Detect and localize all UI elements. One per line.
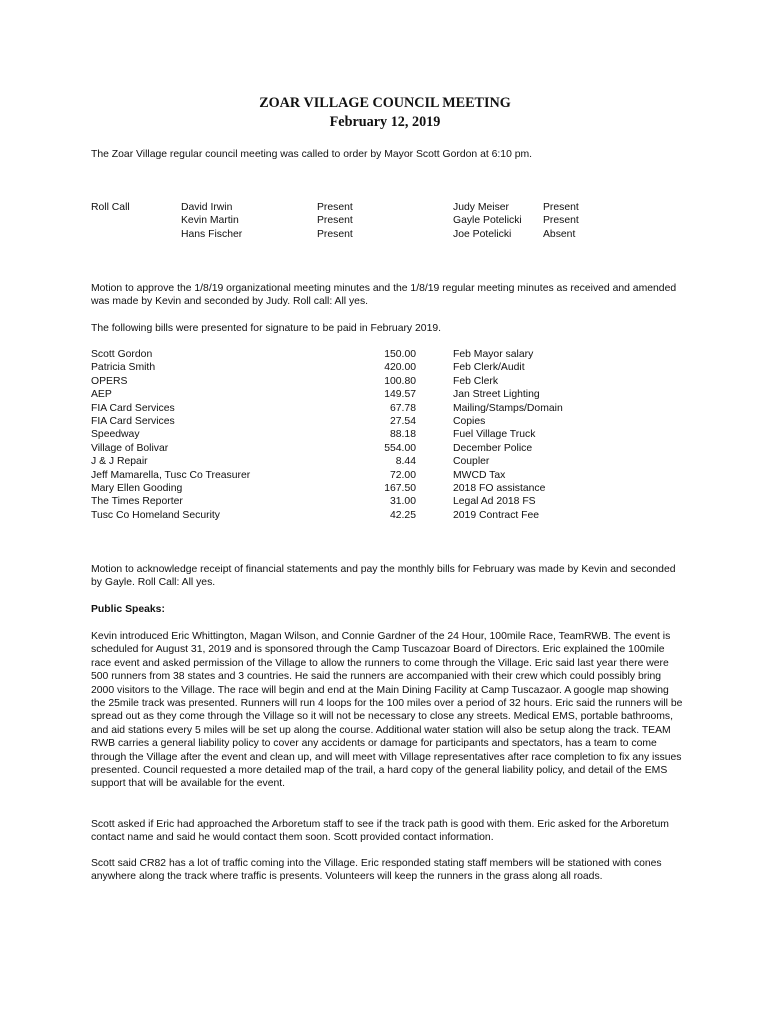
- public-speaks-paragraph: Kevin introduced Eric Whittington, Magan Wilson, and Connie Gardner of the 24 Hour, 100mile Race, TeamRWB. The event is scheduled for August 31, 2019 and is sponsored through the Camp Tuscazoar Board of Directors. Eric explained the 100mile race event and asked permission of the Village to allow the runners to come through the Village. Eric said last year there were 500 runners from 38 states and 3 countries. He said the runners are accompanied with their crew which could possibly bring 2000 visitors to the Village. The race will begin and end at the Main Dining Facility at Camp Tuscazaor. A google map showing the 25mile track was presented. Runners will run 4 loops for the 100 miles over a period of 32 hours. Eric said the runners will be spread out as they come through the Village so it will not be necessary to close any streets. Medical EMS, portable bathrooms, and aid stations every 5 miles will be set up along the course. Additional water station will also be setup along the track. TEAM RWB carries a general liability policy to cover any accidents or damage for participants and spectators, has a team to come through the Village after the event and clean up, and will meet with Village representatives after race completion to fix any issues presented. Council requested a more detailed map of the trail, a hard copy of the general liability policy, and detail of the EMS support that will be available for the event.: [91, 631, 683, 790]
- bill-memo: Legal Ad 2018 FS: [453, 496, 536, 508]
- roll-call-left-names: [181, 201, 242, 241]
- roll-call-name: Judy Meiser: [453, 202, 510, 213]
- bill-amount: 150.00: [384, 349, 416, 360]
- bills-payee-column: [91, 348, 250, 522]
- bill-amount: 149.57: [384, 389, 416, 401]
- bill-payee: Village of Bolivar: [91, 442, 169, 454]
- public-speaks-paragraph: Scott said CR82 has a lot of traffic coming into the Village. Eric responded stating staff members will be stationed with cones anywhere along the track where traffic is presents. Volunteers will keep the runners in the grass along all roads.: [91, 858, 662, 883]
- roll-call-name: Kevin Martin: [181, 215, 239, 227]
- bill-payee: FIA Card Services: [91, 415, 175, 427]
- roll-call-name: Hans Fischer: [181, 228, 243, 240]
- bill-memo: Copies: [453, 415, 486, 427]
- bill-memo: Fuel Village Truck: [453, 429, 536, 441]
- motion-minutes-paragraph: Motion to approve the 1/8/19 organizational meeting minutes and the 1/8/19 regular meeting minutes as received and amended was made by Kevin and seconded by Judy. Roll call: All yes.: [91, 283, 677, 308]
- bill-payee: Patricia Smith: [91, 362, 156, 374]
- roll-call-status: Present: [543, 215, 579, 227]
- bill-memo: Jan Street Lighting: [453, 389, 540, 401]
- bills-intro: The following bills were presented for signature to be paid in February 2019.: [91, 323, 442, 334]
- bills-amount-column: [350, 348, 416, 522]
- bill-amount: 31.00: [389, 496, 416, 508]
- bill-payee: Tusc Co Homeland Security: [91, 509, 220, 521]
- bill-payee: AEP: [91, 389, 112, 401]
- intro-paragraph: The Zoar Village regular council meeting was called to order by Mayor Scott Gordon at 6:10 pm.: [91, 149, 533, 160]
- document-title: ZOAR VILLAGE COUNCIL MEETING: [259, 95, 511, 111]
- bill-memo: Feb Mayor salary: [453, 349, 534, 360]
- roll-call-right-statuses: [543, 201, 579, 241]
- roll-call-right-names: [453, 201, 522, 241]
- bill-payee: OPERS: [91, 375, 128, 387]
- bill-memo: Feb Clerk: [453, 375, 499, 387]
- bill-amount: 67.78: [389, 402, 416, 414]
- public-speaks-paragraph: Scott asked if Eric had approached the Arboretum staff to see if the track path is good with them. Eric asked for the Arboretum contact name and said he would contact them soon. Scott provided contact information.: [91, 819, 669, 844]
- bill-memo: Mailing/Stamps/Domain: [453, 402, 563, 414]
- roll-call-name: Joe Potelicki: [453, 228, 512, 240]
- bill-payee: Jeff Mamarella, Tusc Co Treasurer: [91, 469, 251, 481]
- bill-amount: 554.00: [384, 442, 416, 454]
- bill-memo: 2018 FO assistance: [453, 482, 546, 494]
- bill-amount: 72.00: [389, 469, 416, 481]
- bill-payee: Scott Gordon: [91, 349, 153, 360]
- roll-call-name: David Irwin: [181, 202, 233, 213]
- roll-call-status: Present: [317, 215, 353, 227]
- roll-call-left-statuses: [317, 201, 353, 241]
- bill-amount: 27.54: [389, 415, 416, 427]
- bill-amount: 88.18: [389, 429, 416, 441]
- roll-call-name: Gayle Potelicki: [453, 215, 522, 227]
- bill-memo: MWCD Tax: [453, 469, 506, 481]
- roll-call-status: Present: [543, 202, 579, 213]
- roll-call-status: Present: [317, 202, 353, 213]
- bill-payee: FIA Card Services: [91, 402, 175, 414]
- bill-amount: 42.25: [389, 509, 416, 521]
- bill-amount: 167.50: [384, 482, 416, 494]
- roll-call-label: Roll Call: [91, 202, 130, 213]
- bill-amount: 8.44: [395, 456, 416, 468]
- public-speaks-heading: Public Speaks:: [91, 604, 165, 615]
- bill-memo: Feb Clerk/Audit: [453, 362, 525, 374]
- roll-call-status: Absent: [543, 228, 576, 240]
- bill-payee: Speedway: [91, 429, 140, 441]
- roll-call-status: Present: [317, 228, 353, 240]
- bills-memo-column: [453, 348, 563, 522]
- bill-amount: 420.00: [384, 362, 416, 374]
- bill-payee: Mary Ellen Gooding: [91, 482, 183, 494]
- bill-memo: 2019 Contract Fee: [453, 509, 540, 521]
- meeting-date: February 12, 2019: [329, 114, 441, 130]
- bill-memo: December Police: [453, 442, 533, 454]
- bill-payee: J & J Repair: [91, 456, 148, 468]
- motion-bills-paragraph: Motion to acknowledge receipt of financial statements and pay the monthly bills for February was made by Kevin and seconded by Gayle. Roll Call: All yes.: [91, 564, 676, 589]
- bill-memo: Coupler: [453, 456, 490, 468]
- bill-payee: The Times Reporter: [91, 496, 183, 508]
- bill-amount: 100.80: [384, 375, 416, 387]
